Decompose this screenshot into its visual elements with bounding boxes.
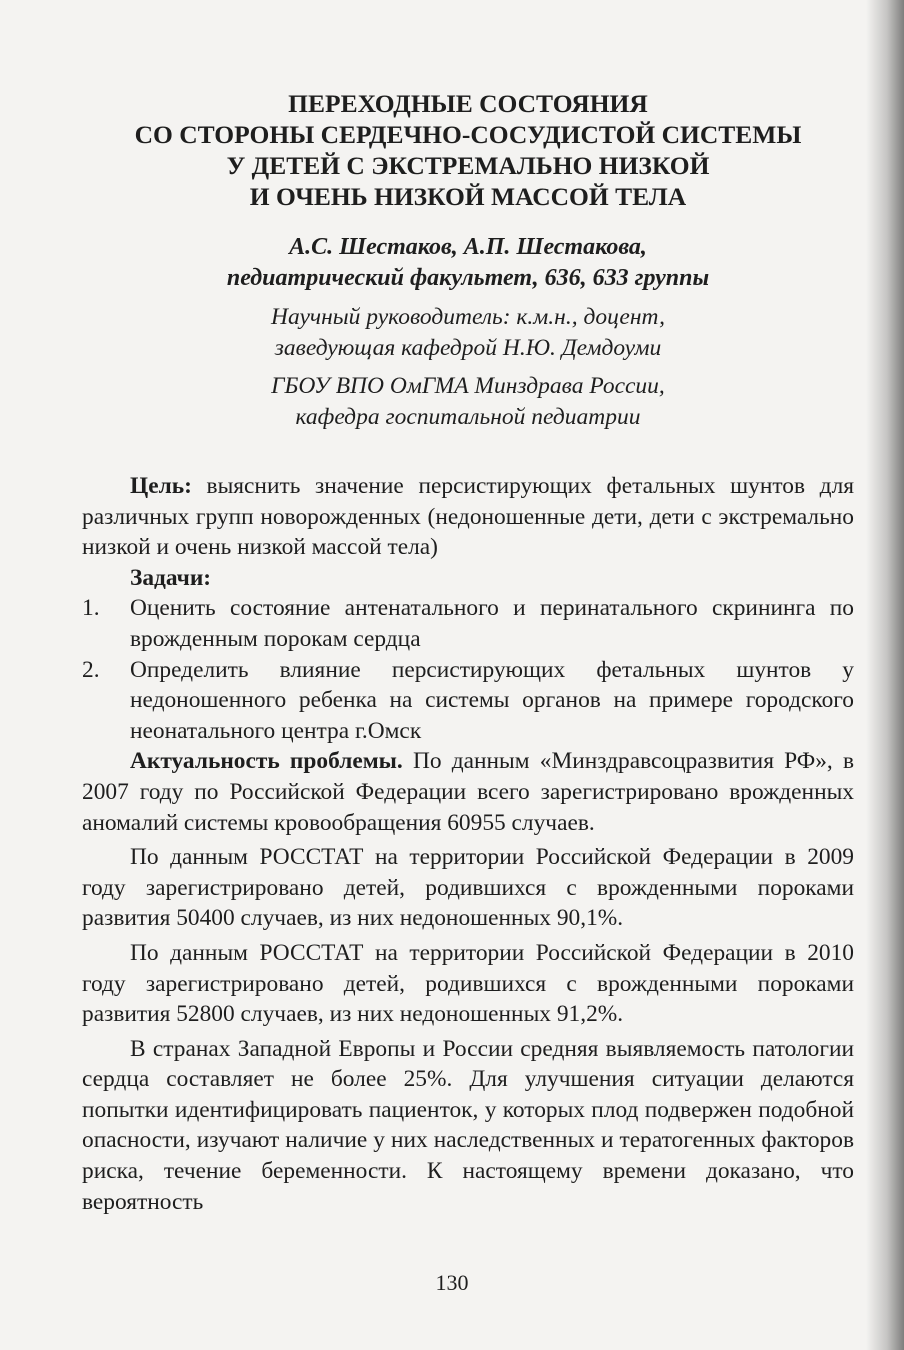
author-faculty: педиатрический факультет, 636, 633 группы	[226, 265, 710, 291]
page-content	[82, 88, 854, 1217]
supervisor-line: заведующая кафедрой Н.Ю. Демдоуми	[274, 335, 662, 361]
relevance-label: Актуальность проблемы.	[130, 748, 403, 775]
relevance-paragraph	[82, 746, 854, 838]
goal-text: выяснить значение персистирующих фетальных шунтов для различных групп новорожденных (недоношенные дети, дети с экстремально низкой и очень низкой массой тела)	[82, 473, 854, 561]
list-item	[82, 593, 854, 654]
article-body	[82, 471, 854, 1217]
department-line: кафедра госпитальной педиатрии	[295, 404, 641, 430]
list-item-number: 2.	[82, 656, 100, 683]
tasks-heading: Задачи:	[130, 564, 212, 591]
supervisor-block	[82, 302, 854, 433]
title-line: ПЕРЕХОДНЫЕ СОСТОЯНИЯ	[288, 89, 648, 118]
goal-paragraph	[82, 471, 854, 563]
relevance-text: По данным «Минздравсоцразвития РФ», в 2007 году по Российской Федерации всего зарегистрировано врожденных аномалий системы кровообращения 60955 случаев.	[82, 748, 855, 836]
title-line: И ОЧЕНЬ НИЗКОЙ МАССОЙ ТЕЛА	[249, 182, 687, 211]
list-item-text: Определить влияние персистирующих фетальных шунтов у недоношенного ребенка на системы органов на примере городского неонатального центра г.Омск	[130, 656, 854, 744]
institution-line: ГБОУ ВПО ОмГМА Минздрава России,	[271, 373, 665, 399]
author-names: А.С. Шестаков, А.П. Шестакова,	[289, 234, 647, 260]
body-paragraph: По данным РОССТАТ на территории Российской Федерации в 2009 году зарегистрировано детей, родившихся с врожденными пороками развития 50400 случаев, из них недоношенных 90,1%.	[82, 844, 854, 932]
authors-block	[82, 232, 854, 294]
article-title	[82, 88, 854, 212]
list-item-number: 1.	[82, 595, 100, 622]
body-paragraph: В странах Западной Европы и России средняя выявляемость патологии сердца составляет не более 25%. Для улучшения ситуации делаются попытки идентифицировать пациенток, у которых плод подвержен подобной опасности, изучают наличие у них наследственных и тератогенных факторов риска, течение беременности. К настоящему времени доказано, что вероятность	[82, 1035, 854, 1215]
page-edge-shadow	[866, 0, 904, 1350]
page-number: 130	[435, 1270, 469, 1295]
title-line: СО СТОРОНЫ СЕРДЕЧНО-СОСУДИСТОЙ СИСТЕМЫ	[134, 120, 802, 149]
goal-label: Цель:	[130, 473, 192, 499]
body-paragraph: По данным РОССТАТ на территории Российской Федерации в 2010 году зарегистрировано детей, родившихся с врожденными пороками развития 52800 случаев, из них недоношенных 91,2%.	[82, 939, 854, 1028]
title-line: У ДЕТЕЙ С ЭКСТРЕМАЛЬНО НИЗКОЙ	[226, 151, 710, 180]
list-item	[82, 655, 854, 747]
list-item-text: Оценить состояние антенатального и перинатального скрининга по врожденным порокам сердца	[130, 595, 854, 652]
supervisor-line: Научный руководитель: к.м.н., доцент,	[271, 304, 665, 330]
